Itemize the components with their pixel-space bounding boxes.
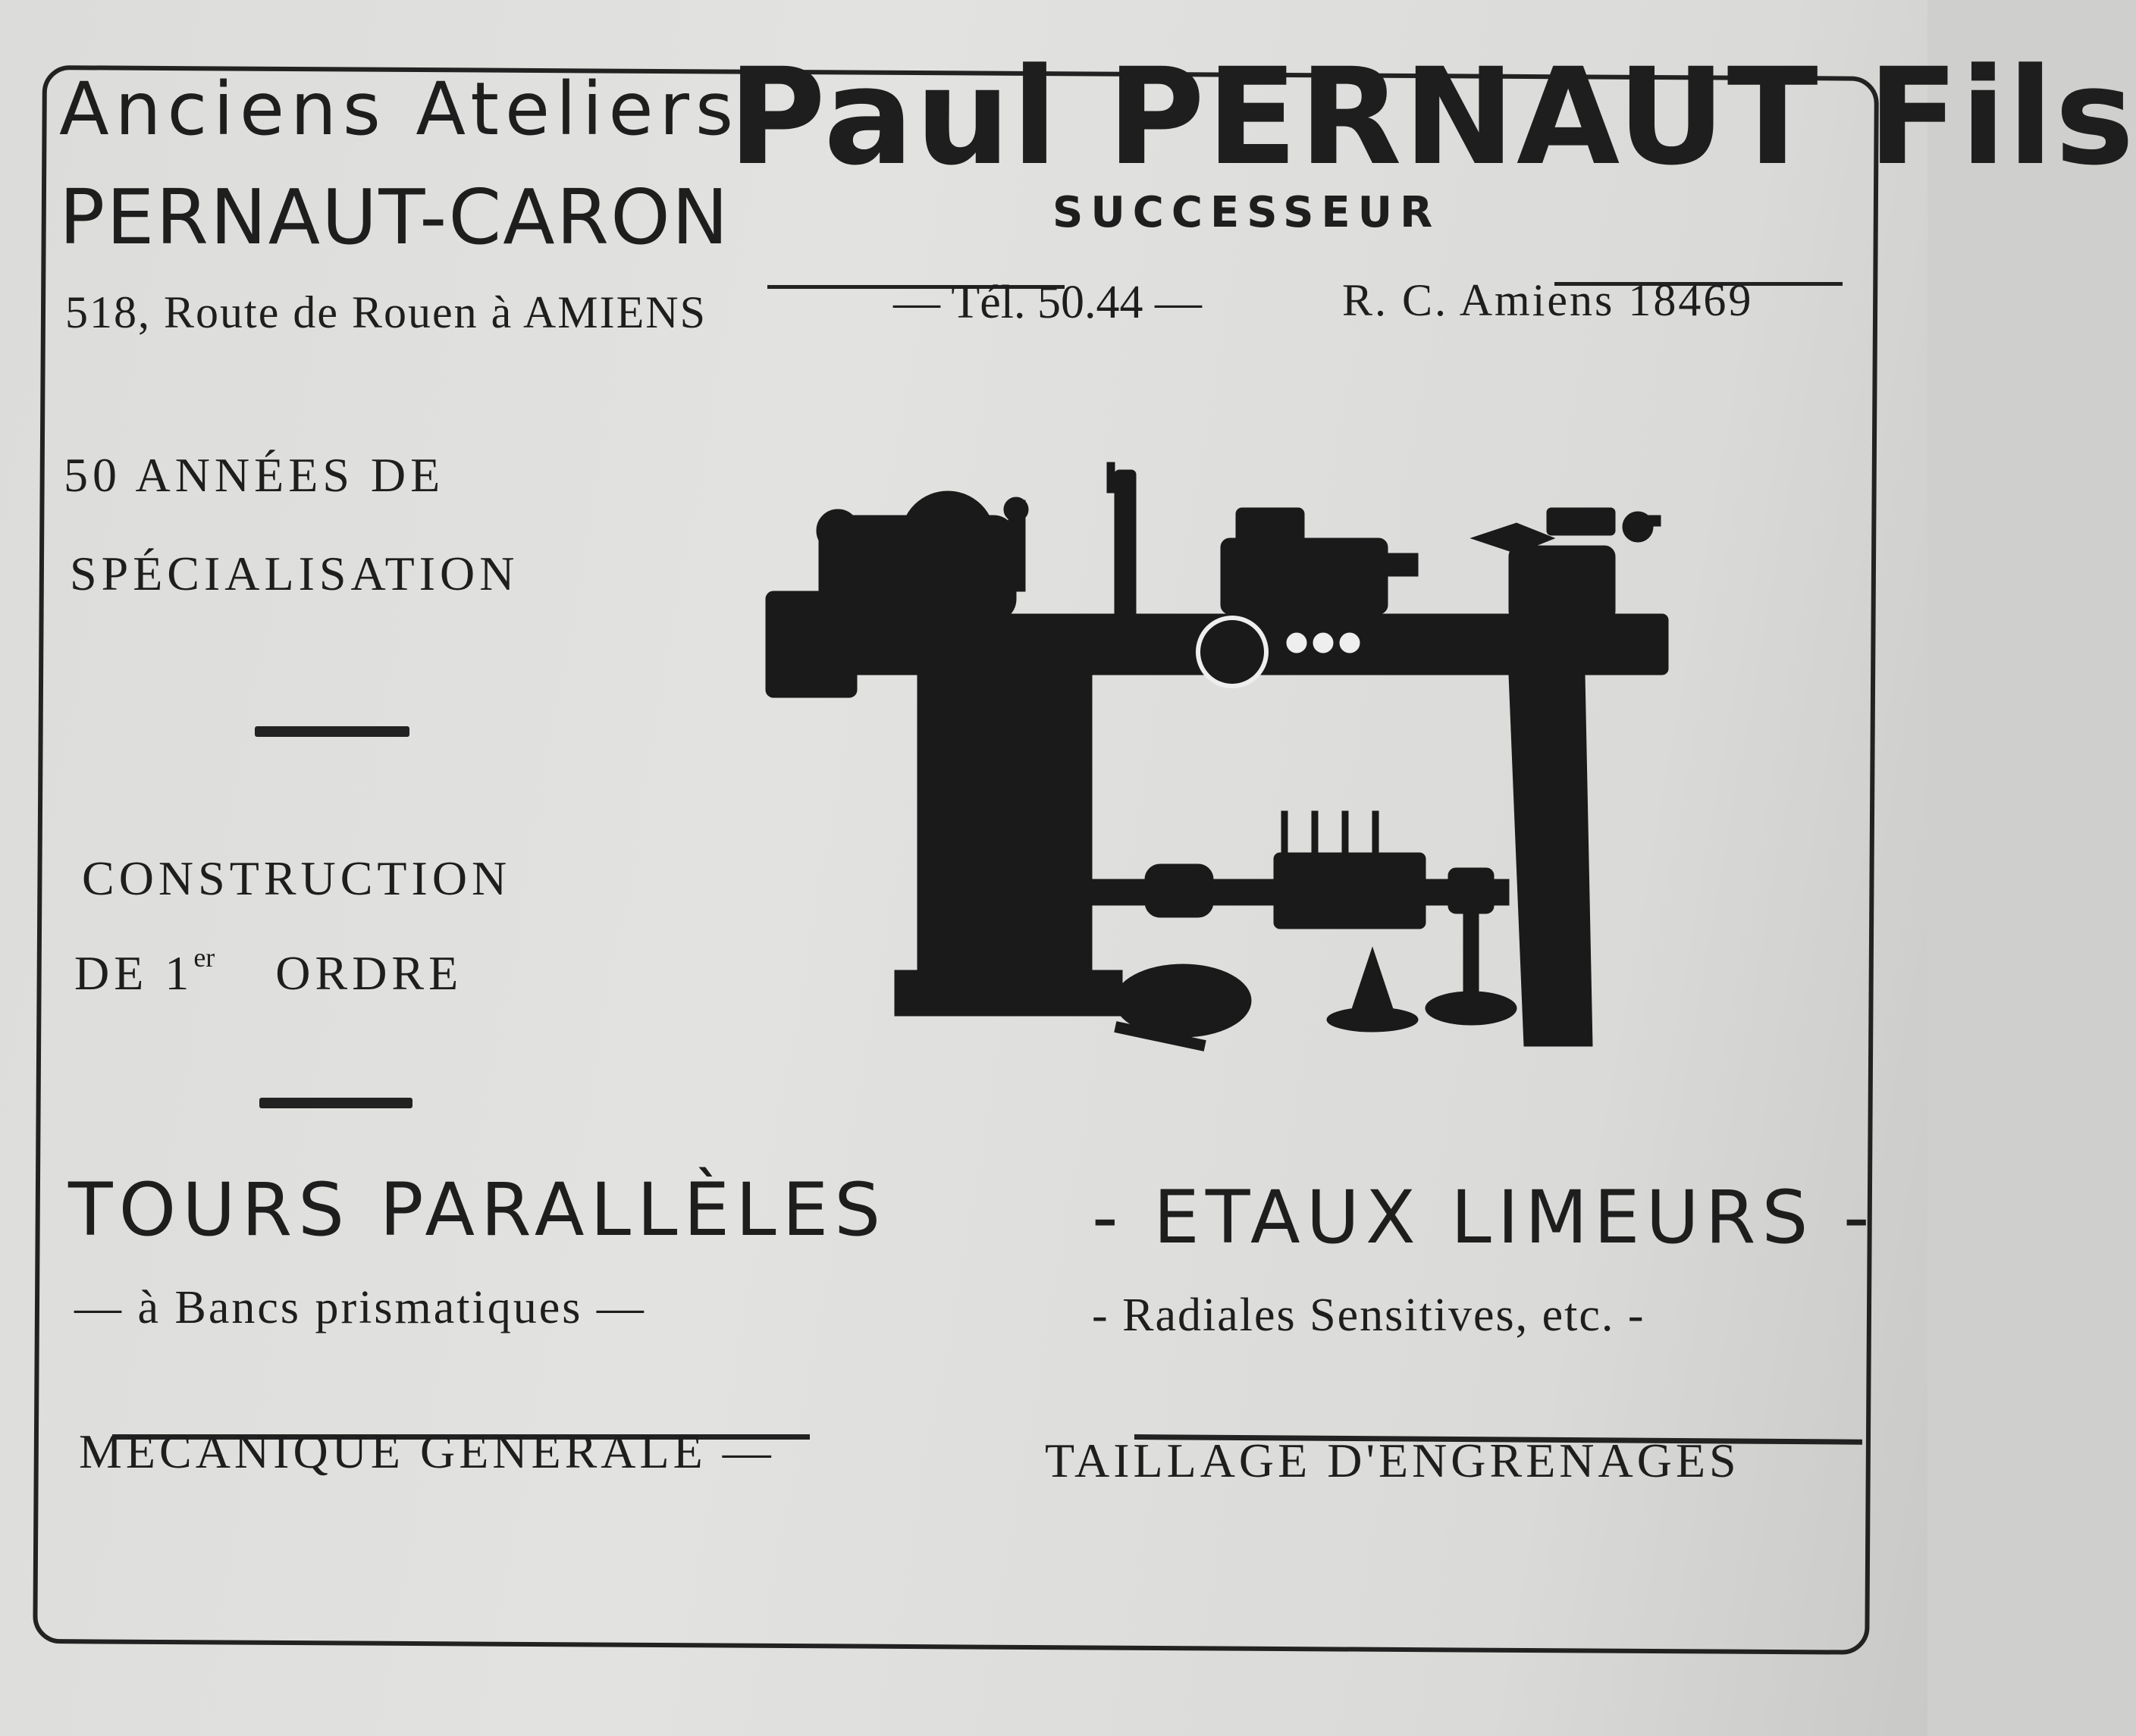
telephone-text: — Tél. 50.44 — bbox=[893, 277, 1202, 328]
anciens-ateliers-text: Anciens Ateliers bbox=[59, 67, 739, 152]
lathe-tailstock bbox=[1509, 546, 1615, 622]
lathe-handwheel bbox=[1198, 618, 1266, 686]
successeur-label: SUCCESSEUR bbox=[1052, 188, 1441, 237]
address-text: 518, Route de Rouen à AMIENS bbox=[65, 287, 707, 337]
registry-text: R. C. Amiens 18469 bbox=[1342, 275, 1754, 325]
divider-bar-1 bbox=[255, 726, 409, 737]
tours-subtitle: — à Bancs prismatiques — bbox=[74, 1282, 646, 1333]
construction-line-2 bbox=[74, 942, 463, 1001]
construction-ordre-text: ORDRE bbox=[275, 946, 463, 1000]
construction-superscript: er bbox=[193, 942, 215, 973]
tours-paralleles-title: TOURS PARALLÈLES bbox=[68, 1167, 887, 1252]
lathe-chuck-base bbox=[1426, 992, 1517, 1025]
years-line-2: SPÉCIALISATION bbox=[70, 547, 519, 600]
lathe-illustration bbox=[751, 455, 1683, 1061]
divider-bar-2 bbox=[259, 1098, 412, 1108]
lathe-left-leg bbox=[917, 675, 1092, 993]
construction-line-1: CONSTRUCTION bbox=[82, 851, 512, 905]
footer-left-text: MECANIQUE GENERALE — bbox=[79, 1424, 775, 1478]
construction-de-text: DE 1 bbox=[74, 946, 194, 1000]
etaux-subtitle: - Radiales Sensitives, etc. - bbox=[1092, 1289, 1645, 1341]
former-company-name: PERNAUT-CARON bbox=[59, 173, 730, 262]
years-line-1: 50 ANNÉES DE bbox=[64, 448, 445, 502]
lathe-toolpost bbox=[1115, 470, 1136, 622]
company-name-title: Paul PERNAUT Fils bbox=[728, 39, 2136, 195]
footer-right-text: TAILLAGE D'ENGRENAGES bbox=[1045, 1434, 1740, 1487]
lathe-right-leg bbox=[1509, 675, 1592, 1046]
etaux-limeurs-title: - ETAUX LIMEURS - bbox=[1092, 1175, 1876, 1260]
